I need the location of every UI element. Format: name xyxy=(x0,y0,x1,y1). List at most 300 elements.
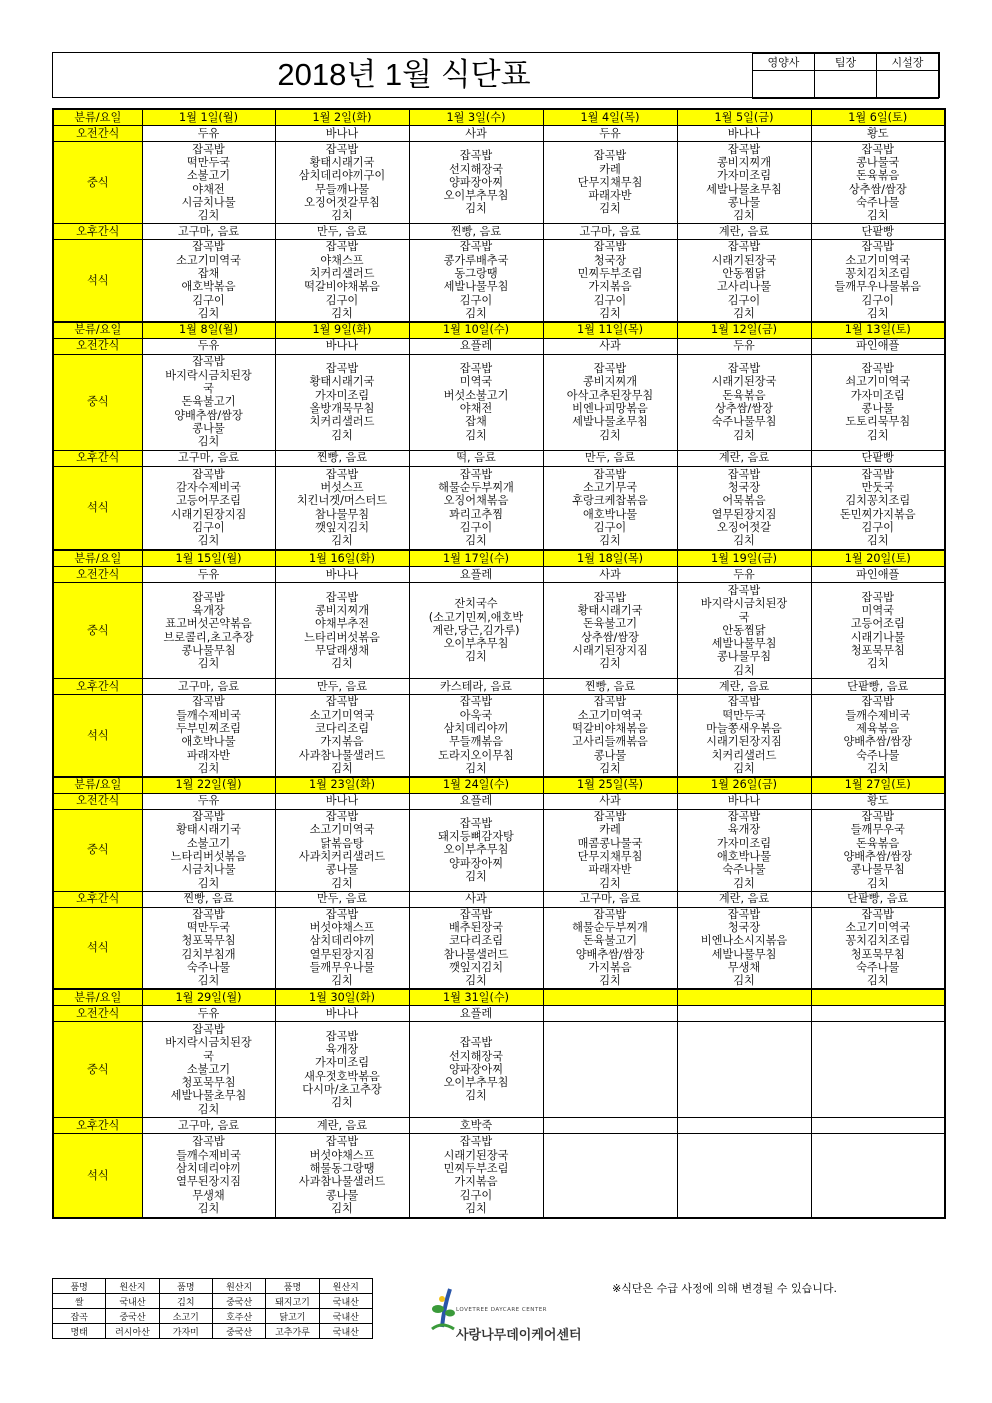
am-snack-cell: 사과 xyxy=(543,793,677,809)
menu-item: 잡곡밥 xyxy=(459,1036,493,1050)
am-snack-cell: 두유 xyxy=(677,567,811,583)
origin-cell: 중국산 xyxy=(212,1324,265,1339)
menu-item: 단무지채무침 xyxy=(577,850,643,863)
menu-item: 김치 xyxy=(599,202,621,216)
menu-item: 콩나물 xyxy=(325,1188,359,1202)
origin-cell: 닭고기 xyxy=(266,1309,319,1324)
menu-item: 카레 xyxy=(599,162,621,176)
am-snack-row xyxy=(53,793,945,809)
menu-item: 김치 xyxy=(331,1201,353,1215)
lunch-cell xyxy=(142,1022,275,1118)
menu-item: 표고버섯곤약볶음 xyxy=(165,617,252,631)
leaf-icon xyxy=(445,1310,455,1317)
menu-item: 콩가루배추국 xyxy=(443,253,509,267)
menu-item: 민찌두부조림 xyxy=(577,266,643,280)
day-header: 1월 30일(화) xyxy=(275,989,409,1006)
menu-item: 육개장 xyxy=(727,823,761,837)
menu-item: 콩나물무침 xyxy=(850,863,905,877)
menu-item: 돈육불고기 xyxy=(582,617,638,631)
origin-cell: 국내산 xyxy=(319,1294,372,1309)
am-snack-cell: 사과 xyxy=(543,338,677,354)
menu-item: 해물동그랑땡 xyxy=(309,1161,375,1175)
menu-item: 잡곡밥 xyxy=(459,816,493,830)
menu-item: 오이부추무침 xyxy=(443,189,509,203)
lunch-cell xyxy=(677,1022,811,1118)
lunch-cell xyxy=(142,583,275,679)
pm-snack-cell xyxy=(543,1118,677,1134)
menu-item: 돈육볶음 xyxy=(856,836,900,850)
menu-item: 김구이 xyxy=(459,521,493,535)
menu-item: 고등어조림 xyxy=(850,617,905,631)
day-header: 1월 8일(월) xyxy=(142,322,275,339)
dinner-cell xyxy=(275,1134,409,1218)
menu-item: 가지볶음 xyxy=(588,280,632,294)
am-snack-cell: 바나나 xyxy=(275,338,409,354)
menu-item: 가자미조림 xyxy=(314,1056,370,1070)
menu-item: 도토리묵무침 xyxy=(845,415,911,429)
sun-icon xyxy=(439,1296,445,1302)
approval-label: 팀장 xyxy=(815,54,877,71)
menu-item: 잡곡밥 xyxy=(325,142,359,156)
menu-item: 세발나물무침 xyxy=(443,280,509,294)
menu-item: 잡곡밥 xyxy=(593,149,627,163)
dinner-row xyxy=(53,907,945,989)
menu-item: 돼지등뼈감자탕 xyxy=(438,830,514,844)
menu-item: 잡곡밥 xyxy=(192,1135,225,1149)
menu-item: 잡곡밥 xyxy=(192,695,225,709)
menu-item: 김치 xyxy=(465,306,487,320)
day-header: 1월 5일(금) xyxy=(677,109,811,126)
menu-table xyxy=(52,108,946,1219)
menu-item: 야채전 xyxy=(459,402,493,415)
menu-item: 시금치나물 xyxy=(181,863,236,877)
dinner-cell xyxy=(142,466,275,550)
menu-item: 선지해장국 xyxy=(448,1049,504,1063)
menu-item: 아욱국 xyxy=(459,708,493,722)
am-snack-cell: 두유 xyxy=(142,126,275,142)
dinner-cell xyxy=(543,466,677,550)
origin-cell: 쌀 xyxy=(53,1294,106,1309)
menu-item: 숙주나물 xyxy=(186,961,231,975)
dinner-cell xyxy=(811,907,945,989)
am-snack-cell: 요플레 xyxy=(409,338,543,354)
menu-item: 국 xyxy=(738,610,750,624)
row-label: 중식 xyxy=(53,142,142,224)
dinner-cell xyxy=(677,695,811,777)
day-header: 1월 23일(화) xyxy=(275,777,409,794)
day-header: 1월 20일(토) xyxy=(811,550,945,567)
menu-item: 바지락시금치된장 xyxy=(165,368,252,382)
menu-item: 김구이 xyxy=(861,293,894,307)
menu-item: 김치 xyxy=(599,761,621,775)
origin-header: 품명 xyxy=(159,1279,212,1294)
menu-item: 상추쌈/쌈장 xyxy=(581,630,639,644)
menu-item: 잡곡밥 xyxy=(459,362,493,376)
menu-item: 버섯스프 xyxy=(320,481,364,495)
day-header xyxy=(677,989,811,1006)
menu-item: 시래기된장국 xyxy=(711,375,777,389)
day-header: 1월 25일(목) xyxy=(543,777,677,794)
menu-item: 시래기된장지짐 xyxy=(706,735,782,749)
menu-item: 삼치데리야끼구이 xyxy=(298,169,386,183)
day-header: 1월 1일(월) xyxy=(142,109,275,126)
pm-snack-cell: 찐빵, 음료 xyxy=(142,891,275,907)
pm-snack-row xyxy=(53,1118,945,1134)
day-header: 1월 9일(화) xyxy=(275,322,409,339)
menu-item: 잡곡밥 xyxy=(861,240,894,254)
approval-sign-field xyxy=(877,71,939,99)
day-header: 1월 2일(화) xyxy=(275,109,409,126)
menu-item: 잡곡밥 xyxy=(325,240,359,254)
menu-item: 어묵볶음 xyxy=(722,494,766,508)
lunch-cell xyxy=(142,142,275,224)
menu-item: 육개장 xyxy=(325,1042,359,1056)
menu-item: 청포묵무침 xyxy=(850,643,905,657)
menu-item: 김치 xyxy=(599,657,621,671)
menu-item: 애호박나물 xyxy=(582,507,638,521)
menu-item: 김치 xyxy=(733,663,755,677)
lunch-cell xyxy=(409,354,543,450)
menu-item: 들깨수제비국 xyxy=(845,708,911,722)
menu-item: 바지락시금치된장 xyxy=(700,597,788,611)
lunch-row xyxy=(53,1022,945,1118)
row-label: 석식 xyxy=(53,907,142,989)
menu-item: 김치 xyxy=(866,534,889,548)
day-header: 1월 10일(수) xyxy=(409,322,543,339)
menu-item: 만둣국 xyxy=(861,481,894,495)
pm-snack-cell: 고구마, 음료 xyxy=(142,224,275,240)
lunch-cell xyxy=(811,1022,945,1118)
menu-item: 잡곡밥 xyxy=(727,695,761,709)
menu-item: 소고기미역국 xyxy=(845,253,911,267)
menu-item: 가자미조림 xyxy=(716,169,772,183)
menu-item: 잔치국수 xyxy=(454,597,498,611)
menu-item: 김치 xyxy=(866,876,889,890)
am-snack-cell: 두유 xyxy=(677,338,811,354)
pm-snack-cell: 고구마, 음료 xyxy=(142,679,275,695)
menu-item: 아삭고추된장무침 xyxy=(566,388,654,402)
am-snack-cell: 요플레 xyxy=(409,793,543,809)
menu-item: 무달래생채 xyxy=(314,643,370,657)
menu-item: 상추쌈/쌈장 xyxy=(715,402,773,415)
lunch-cell xyxy=(811,142,945,224)
lunch-cell xyxy=(677,354,811,450)
dinner-cell xyxy=(275,907,409,989)
menu-item: 숙주나물무침 xyxy=(711,415,777,429)
menu-item: 느타리버섯볶음 xyxy=(304,630,380,644)
menu-item: 고등어무조림 xyxy=(176,494,241,508)
menu-item: 콩나물 xyxy=(593,748,627,762)
row-label: 분류/요일 xyxy=(53,109,142,126)
menu-item: 잡곡밥 xyxy=(459,695,493,709)
menu-item: 떡만두국 xyxy=(186,921,231,935)
am-snack-cell: 요플레 xyxy=(409,567,543,583)
approval-label: 시설장 xyxy=(877,54,939,71)
origin-cell: 국내산 xyxy=(319,1309,372,1324)
menu-item: 김치 xyxy=(733,428,755,442)
menu-item: 사과치커리샐러드 xyxy=(298,850,386,863)
menu-item: 김치 xyxy=(733,974,755,988)
menu-item: 코다리조림 xyxy=(314,721,370,735)
origin-cell: 고추가루 xyxy=(266,1324,319,1339)
pm-snack-cell xyxy=(811,1118,945,1134)
am-snack-cell: 바나나 xyxy=(275,793,409,809)
dinner-cell xyxy=(409,240,543,322)
menu-item: 떡갈비야채볶음 xyxy=(304,280,380,294)
row-label: 중식 xyxy=(53,809,142,891)
pm-snack-row xyxy=(53,679,945,695)
menu-item: 들깨무우국 xyxy=(850,823,905,837)
origin-cell: 소고기 xyxy=(159,1309,212,1324)
day-header: 1월 22일(월) xyxy=(142,777,275,794)
menu-item: 오징어젓갈무침 xyxy=(304,195,380,209)
row-label: 분류/요일 xyxy=(53,989,142,1006)
menu-item: 열무된장지짐 xyxy=(309,947,375,961)
menu-item: 황태시래기국 xyxy=(176,823,241,837)
lunch-cell xyxy=(543,142,677,224)
menu-item: 가자미조림 xyxy=(850,388,905,402)
pm-snack-row xyxy=(53,891,945,907)
menu-item: 세발나물무침 xyxy=(711,637,777,651)
menu-item: 잡곡밥 xyxy=(727,467,761,481)
menu-item: 가자미조림 xyxy=(314,388,370,402)
menu-item: 청국장 xyxy=(593,253,627,267)
menu-item: 파래자반 xyxy=(588,189,632,203)
pm-snack-cell: 고구마, 음료 xyxy=(142,450,275,466)
menu-item: 김치 xyxy=(733,876,755,890)
menu-item: 잡곡밥 xyxy=(593,907,627,921)
lunch-cell xyxy=(543,809,677,891)
menu-item: 파래자반 xyxy=(186,748,231,762)
day-header: 1월 11일(목) xyxy=(543,322,677,339)
menu-item: 콩나물무침 xyxy=(181,643,236,657)
menu-item: 상추쌈/쌈장 xyxy=(848,182,907,196)
origin-cell: 러시아산 xyxy=(106,1324,159,1339)
menu-item: 숙주나물 xyxy=(856,195,900,209)
menu-item: 양배추쌈/쌈장 xyxy=(843,850,913,863)
menu-item: 비엔나피망볶음 xyxy=(572,402,648,415)
menu-item: 잡곡밥 xyxy=(727,583,761,597)
menu-item: 치커리샐러드 xyxy=(309,415,375,429)
approval-box xyxy=(752,53,939,99)
menu-item: 양파장아찌 xyxy=(448,1062,504,1076)
row-label: 분류/요일 xyxy=(53,550,142,567)
row-label: 중식 xyxy=(53,583,142,679)
menu-item: 김치 xyxy=(465,202,487,216)
menu-item: 콩나물 xyxy=(192,421,225,435)
origin-header: 품명 xyxy=(53,1279,106,1294)
am-snack-cell: 두유 xyxy=(142,1006,275,1022)
menu-item: 소불고기 xyxy=(186,169,231,183)
menu-item: 잡곡밥 xyxy=(593,590,627,604)
dinner-cell xyxy=(142,907,275,989)
approval-label: 영양사 xyxy=(753,54,815,71)
origin-cell: 중국산 xyxy=(106,1309,159,1324)
menu-item: 김구이 xyxy=(192,521,225,535)
origin-cell: 김치 xyxy=(159,1294,212,1309)
origin-row xyxy=(53,1309,373,1324)
menu-item: 숙주나물 xyxy=(856,961,900,975)
menu-item: 치킨너겟/머스터드 xyxy=(296,494,388,508)
menu-item: 오이부추무침 xyxy=(443,1076,509,1090)
am-snack-cell: 파인애플 xyxy=(811,567,945,583)
menu-item: 잡곡밥 xyxy=(192,590,225,604)
am-snack-cell: 황도 xyxy=(811,126,945,142)
day-header-row xyxy=(53,550,945,567)
menu-item: 콩비지찌개 xyxy=(716,155,772,169)
menu-item: 야채부추전 xyxy=(314,617,370,631)
dinner-cell xyxy=(275,240,409,322)
menu-item: 미역국 xyxy=(459,375,493,389)
day-header: 1월 24일(수) xyxy=(409,777,543,794)
row-label: 석식 xyxy=(53,240,142,322)
dinner-cell xyxy=(811,466,945,550)
row-label: 오후간식 xyxy=(53,450,142,466)
menu-item: 김치 xyxy=(866,657,889,671)
menu-item: 잡곡밥 xyxy=(861,907,894,921)
menu-item: 삼치데리야끼 xyxy=(443,721,509,735)
origin-table xyxy=(52,1278,373,1339)
menu-item: 청국장 xyxy=(727,921,761,935)
menu-item: 김치 xyxy=(866,209,889,223)
origin-row xyxy=(53,1279,373,1294)
menu-item: 청포묵무침 xyxy=(181,934,236,948)
origin-cell: 가자미 xyxy=(159,1324,212,1339)
menu-item: 잡곡밥 xyxy=(459,149,493,163)
menu-item: 코다리조림 xyxy=(448,934,504,948)
am-snack-cell: 바나나 xyxy=(275,126,409,142)
day-header: 1월 12일(금) xyxy=(677,322,811,339)
origin-cell: 명태 xyxy=(53,1324,106,1339)
menu-item: 무생채 xyxy=(727,961,761,975)
am-snack-cell xyxy=(543,1006,677,1022)
menu-item: 시래기된장지짐 xyxy=(572,643,648,657)
lunch-cell xyxy=(811,809,945,891)
menu-item: 잡곡밥 xyxy=(861,362,894,376)
menu-item: 닭볶음탕 xyxy=(320,836,364,850)
menu-item: 꽁치김치조림 xyxy=(845,934,911,948)
day-header: 1월 6일(토) xyxy=(811,109,945,126)
am-snack-cell: 두유 xyxy=(142,567,275,583)
lunch-cell xyxy=(275,354,409,450)
menu-item: 잡곡밥 xyxy=(861,467,894,481)
menu-item: 잡곡밥 xyxy=(325,810,359,824)
am-snack-row xyxy=(53,126,945,142)
origin-row xyxy=(53,1324,373,1339)
menu-item: 삼치데리야끼 xyxy=(176,1161,241,1175)
menu-item: 잡곡밥 xyxy=(192,240,225,254)
dinner-cell xyxy=(409,695,543,777)
menu-item: 열무된장지짐 xyxy=(711,507,777,521)
menu-item: 양배추쌈/쌈장 xyxy=(174,408,243,422)
lunch-cell xyxy=(409,583,543,679)
approval-sign-field xyxy=(753,71,815,99)
menu-item: 비엔나소시지볶음 xyxy=(700,934,788,948)
day-header: 1월 19일(금) xyxy=(677,550,811,567)
origin-cell: 호주산 xyxy=(212,1309,265,1324)
menu-item: 잡곡밥 xyxy=(593,695,627,709)
menu-item: 애호박나물 xyxy=(181,735,236,749)
menu-item: 카레 xyxy=(599,823,621,837)
menu-item: 야채전 xyxy=(192,182,225,196)
menu-item: 양파장아찌 xyxy=(448,856,504,870)
menu-item: 김치 xyxy=(465,428,487,442)
menu-item: 두부민찌조림 xyxy=(176,721,241,735)
menu-item: 시래기된장국 xyxy=(443,1148,509,1162)
menu-item: 돈육불고기 xyxy=(181,395,236,409)
menu-item: 애호박나물 xyxy=(716,850,772,863)
menu-item: 김구이 xyxy=(593,521,627,535)
leaf-icon xyxy=(432,1305,444,1313)
menu-item: 무들깨나물 xyxy=(314,182,370,196)
lunch-cell xyxy=(543,1022,677,1118)
day-header-row xyxy=(53,322,945,339)
menu-item: 민찌두부조림 xyxy=(443,1161,509,1175)
menu-item: 시래기나물 xyxy=(850,630,905,644)
pm-snack-cell: 단팥빵 xyxy=(811,450,945,466)
day-header: 1월 16일(화) xyxy=(275,550,409,567)
pm-snack-cell: 찐빵, 음료 xyxy=(275,450,409,466)
menu-item: 김치 xyxy=(733,534,755,548)
menu-item: 잡곡밥 xyxy=(192,810,225,824)
menu-item: 돈육불고기 xyxy=(582,934,638,948)
menu-item: 국 xyxy=(203,1049,214,1063)
menu-item: 김치 xyxy=(465,650,487,664)
dinner-cell xyxy=(543,1134,677,1218)
menu-item: 김치 xyxy=(197,1102,220,1116)
dinner-cell xyxy=(275,695,409,777)
lunch-cell xyxy=(543,354,677,450)
menu-item: 오징어젓갈 xyxy=(716,521,772,535)
menu-item: 마늘쫑새우볶음 xyxy=(706,721,782,735)
row-label: 오후간식 xyxy=(53,679,142,695)
menu-item: 황태시래기국 xyxy=(309,155,375,169)
menu-item: 잡곡밥 xyxy=(459,467,493,481)
menu-item: 김치 xyxy=(599,306,621,320)
menu-item: 치커리샐러드 xyxy=(711,748,777,762)
pm-snack-cell xyxy=(677,1118,811,1134)
lunch-cell xyxy=(275,809,409,891)
origin-cell: 국내산 xyxy=(106,1294,159,1309)
menu-item: 김치 xyxy=(866,306,889,320)
row-label: 오전간식 xyxy=(53,1006,142,1022)
menu-item: 느타리버섯볶음 xyxy=(170,850,247,863)
menu-item: 미역국 xyxy=(861,603,894,617)
dinner-cell xyxy=(409,1134,543,1218)
title-box xyxy=(52,52,940,98)
menu-item: 콩나물 xyxy=(325,863,359,877)
am-snack-cell: 바나나 xyxy=(275,1006,409,1022)
menu-item: 시래기된장지짐 xyxy=(170,507,247,521)
menu-item: 김치 xyxy=(866,974,889,988)
menu-item: (소고기민찌,애호박 xyxy=(428,610,524,624)
menu-item: 잡곡밥 xyxy=(593,467,627,481)
menu-item: 청국장 xyxy=(727,481,761,495)
dinner-cell xyxy=(275,466,409,550)
menu-item: 감자수제비국 xyxy=(176,481,241,495)
row-label: 분류/요일 xyxy=(53,777,142,794)
menu-item: 잡곡밥 xyxy=(727,142,761,156)
menu-item: 김치 xyxy=(465,761,487,775)
menu-item: 세발나물초무침 xyxy=(572,415,648,429)
menu-item: 소고기미역국 xyxy=(309,708,375,722)
origin-header: 원산지 xyxy=(212,1279,265,1294)
menu-item: 선지해장국 xyxy=(448,162,504,176)
lunch-cell xyxy=(275,1022,409,1118)
pm-snack-cell: 고구마, 음료 xyxy=(543,891,677,907)
pm-snack-cell: 찐빵, 음료 xyxy=(543,679,677,695)
row-label: 오후간식 xyxy=(53,224,142,240)
